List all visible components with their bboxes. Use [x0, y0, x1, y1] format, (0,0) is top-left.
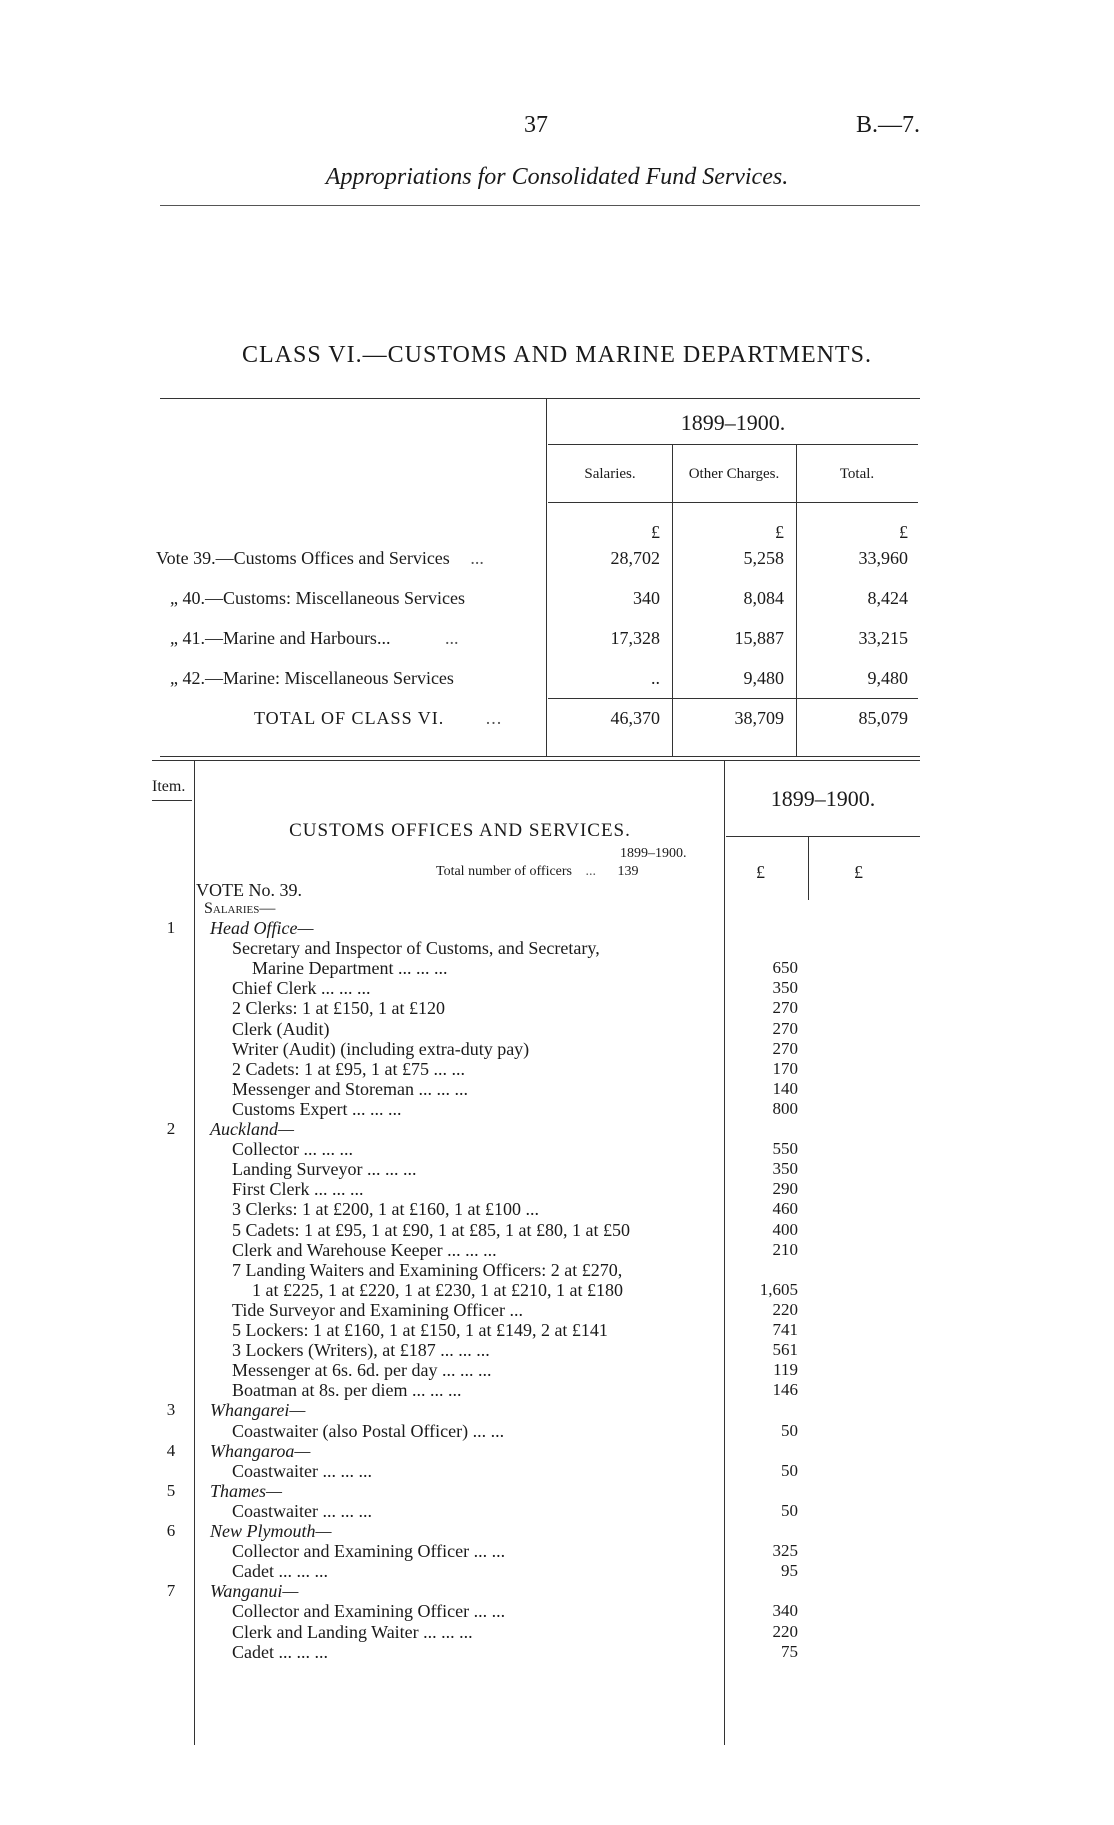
officers-dots: ...	[585, 864, 596, 879]
station-heading: Thames—	[210, 1480, 283, 1501]
salary-line: Coastwaiter ... ... ...	[232, 1460, 372, 1481]
summary-total: 33,215	[858, 628, 908, 648]
detail-inner-divider	[808, 836, 809, 900]
salary-line: 7 Landing Waiters and Examining Officers: 2 at £270,	[232, 1259, 623, 1280]
salary-line: Clerk (Audit)	[232, 1018, 330, 1039]
summary-divider	[546, 398, 547, 756]
summary-total-text: TOTAL OF CLASS VI.	[254, 708, 445, 728]
summary-row-text: Vote 39.—Customs Offices and Services	[156, 548, 450, 568]
salary-line: 1 at £225, 1 at £220, 1 at £230, 1 at £210, 1 at £180	[252, 1279, 623, 1300]
summary-total: 9,480	[867, 668, 908, 688]
salary-line: 5 Cadets: 1 at £95, 1 at £90, 1 at £85, 1 at £80, 1 at £50	[232, 1219, 630, 1240]
salary-line: Chief Clerk ... ... ...	[232, 978, 371, 999]
summary-salaries: 17,328	[610, 628, 660, 648]
salary-amount: 75	[781, 1641, 798, 1661]
salary-line: 2 Clerks: 1 at £150, 1 at £120	[232, 998, 445, 1019]
salary-line: Customs Expert ... ... ...	[232, 1098, 402, 1119]
item-number: 5	[166, 1480, 176, 1500]
salary-line: 5 Lockers: 1 at £160, 1 at £150, 1 at £149, 2 at £141	[232, 1320, 608, 1340]
salary-line: 2 Cadets: 1 at £95, 1 at £75 ... ...	[232, 1058, 465, 1079]
detail-year-rule	[726, 836, 920, 837]
salary-amount: 140	[772, 1078, 798, 1098]
item-number: 6	[166, 1521, 176, 1540]
salary-amount: 561	[772, 1340, 798, 1360]
summary-bottom-rule	[160, 756, 920, 757]
summary-salaries: 28,702	[610, 548, 660, 568]
salary-amount: 119	[773, 1360, 798, 1380]
pound-salaries: £	[651, 522, 660, 542]
item-header: Item.	[152, 778, 186, 795]
station-heading: New Plymouth—	[210, 1521, 332, 1541]
page-subtitle: Appropriations for Consolidated Fund Services.	[325, 164, 789, 190]
summary-row-text: „ 41.—Marine and Harbours...	[170, 628, 391, 648]
salary-line: First Clerk ... ... ...	[232, 1179, 364, 1200]
salary-line: Marine Department ... ... ...	[252, 958, 448, 979]
item-number: 4	[166, 1440, 176, 1460]
salary-line: Collector and Examining Officer ... ...	[232, 1541, 506, 1562]
summary-other: 5,258	[743, 548, 784, 568]
salary-amount: 50	[781, 1420, 798, 1440]
officers-count-line	[436, 864, 639, 880]
salary-amount: 50	[781, 1460, 798, 1480]
summary-row-text: „ 42.—Marine: Miscellaneous Services	[170, 668, 454, 688]
salary-amount: 340	[772, 1601, 798, 1621]
summary-row-label	[156, 548, 484, 569]
summary-year: 1899–1900.	[680, 410, 786, 435]
item-column-divider	[194, 760, 195, 1745]
salary-amount: 146	[772, 1380, 798, 1400]
summary-row-dots: ...	[444, 628, 459, 648]
salary-line: Coastwaiter (also Postal Officer) ... ...	[232, 1420, 505, 1441]
summary-row-label	[170, 588, 465, 609]
detail-top-rule	[152, 760, 920, 761]
item-number: 7	[166, 1581, 176, 1601]
summary-total: 8,424	[867, 588, 908, 608]
salary-amount: 350	[772, 1159, 798, 1179]
amount-col1-currency: £	[756, 862, 765, 882]
officers-count: 139	[617, 864, 639, 879]
amount-column-divider	[724, 760, 725, 1745]
salary-amount: 270	[772, 1018, 798, 1038]
item-number: 3	[166, 1400, 176, 1420]
header-rule	[160, 205, 920, 206]
salary-line: Coastwaiter ... ... ...	[232, 1500, 372, 1521]
summary-total-dots: ...	[485, 708, 503, 728]
officers-year: 1899–1900.	[620, 846, 687, 861]
salary-amount: 170	[772, 1058, 798, 1078]
salary-line: Tide Surveyor and Examining Officer ...	[232, 1299, 523, 1320]
col-salaries: Salaries.	[584, 466, 636, 482]
summary-year-rule	[548, 444, 918, 445]
salary-line: Landing Surveyor ... ... ...	[232, 1159, 417, 1180]
salary-amount: 290	[772, 1179, 798, 1199]
salary-line: Clerk and Warehouse Keeper ... ... ...	[232, 1239, 497, 1260]
salary-line: Messenger and Storeman ... ... ...	[232, 1078, 468, 1099]
col-total: Total.	[839, 466, 875, 482]
salary-amount: 550	[772, 1139, 798, 1159]
summary-total-other: 38,709	[734, 708, 784, 728]
salary-line: 3 Clerks: 1 at £200, 1 at £160, 1 at £100 ...	[232, 1199, 539, 1220]
summary-other: 9,480	[743, 668, 784, 688]
salary-amount: 95	[781, 1561, 798, 1581]
salary-line: Secretary and Inspector of Customs, and Secretary,	[232, 938, 600, 959]
summary-row-label	[170, 668, 454, 689]
salary-amount: 325	[772, 1541, 798, 1561]
pound-total: £	[899, 522, 908, 542]
salary-amount: 270	[772, 1038, 798, 1058]
officers-label: Total number of officers	[436, 864, 572, 879]
salary-amount: 220	[772, 1299, 798, 1319]
summary-total-label	[254, 708, 502, 729]
salaries-heading: Salaries—	[204, 900, 276, 917]
station-heading: Whangaroa—	[210, 1440, 311, 1461]
item-number: 1	[166, 918, 176, 937]
detail-section-title: CUSTOMS OFFICES AND SERVICES.	[289, 820, 631, 841]
salary-line: Collector and Examining Officer ... ...	[232, 1601, 506, 1622]
summary-row-dots: ...	[470, 548, 484, 568]
summary-salaries: ..	[651, 668, 660, 688]
summary-total-rule	[548, 698, 918, 699]
salary-line: Writer (Audit) (including extra-duty pay)	[232, 1038, 530, 1059]
salary-amount: 741	[772, 1320, 798, 1339]
station-heading: Wanganui—	[210, 1581, 299, 1602]
salary-amount: 270	[772, 998, 798, 1018]
summary-other: 15,887	[734, 628, 784, 648]
summary-row-label	[170, 628, 458, 649]
salary-amount: 650	[772, 958, 798, 978]
salary-line: Collector ... ... ...	[232, 1139, 353, 1160]
salary-line: 3 Lockers (Writers), at £187 ... ... ...	[232, 1340, 490, 1361]
item-header-rule	[152, 800, 192, 801]
summary-top-rule	[160, 398, 920, 399]
summary-total: 33,960	[858, 548, 908, 568]
station-heading: Head Office—	[210, 918, 314, 938]
salary-amount: 350	[772, 978, 798, 998]
vote-number: VOTE No. 39.	[196, 880, 302, 900]
class-title: CLASS VI.—CUSTOMS AND MARINE DEPARTMENTS.	[242, 342, 872, 368]
pound-other: £	[775, 522, 784, 542]
summary-colhead-rule	[548, 502, 918, 503]
detail-year: 1899–1900.	[770, 786, 876, 811]
salary-line: Cadet ... ... ...	[232, 1641, 328, 1662]
summary-other: 8,084	[743, 588, 784, 608]
item-number: 2	[166, 1119, 176, 1138]
summary-total-total: 85,079	[858, 708, 908, 728]
page-number: 37	[524, 112, 548, 138]
salary-line: Cadet ... ... ...	[232, 1561, 328, 1582]
summary-row-text: „ 40.—Customs: Miscellaneous Services	[170, 588, 465, 608]
station-heading: Whangarei—	[210, 1400, 306, 1421]
summary-total-salaries: 46,370	[610, 708, 660, 728]
summary-salaries: 340	[633, 588, 660, 608]
salary-line: Messenger at 6s. 6d. per day ... ... ...	[232, 1360, 492, 1381]
col-other-charges: Other Charges.	[688, 466, 780, 482]
salary-amount: 400	[772, 1219, 798, 1239]
salary-amount: 800	[772, 1098, 798, 1118]
salary-amount: 50	[781, 1500, 798, 1520]
amount-col2-currency: £	[854, 862, 863, 882]
salary-amount: 220	[772, 1621, 798, 1641]
salary-amount: 460	[772, 1199, 798, 1219]
salary-line: Clerk and Landing Waiter ... ... ...	[232, 1621, 473, 1642]
document-reference: B.—7.	[856, 112, 921, 138]
salary-amount: 1,605	[759, 1279, 798, 1299]
salary-line: Boatman at 8s. per diem ... ... ...	[232, 1380, 462, 1401]
salary-amount: 210	[772, 1239, 798, 1259]
station-heading: Auckland—	[210, 1119, 294, 1139]
